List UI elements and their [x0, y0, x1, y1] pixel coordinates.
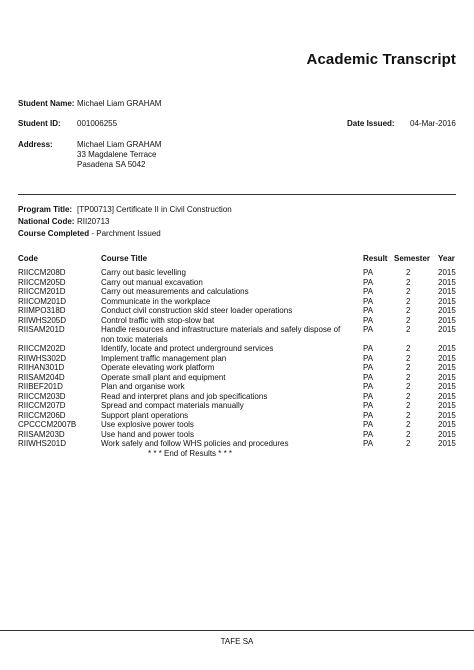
course-completed-value: - Parchment Issued [91, 229, 161, 238]
cell-semester: 2 [406, 401, 411, 410]
program-title-label: Program Title: [18, 205, 73, 214]
table-row [18, 363, 460, 373]
cell-semester: 2 [406, 325, 411, 334]
table-row [18, 278, 460, 288]
cell-year: 2015 [438, 287, 456, 296]
cell-title: Use explosive power tools [101, 420, 194, 429]
national-code-label: National Code: [18, 217, 75, 226]
cell-title: Control traffic with stop-slow bat [101, 315, 215, 325]
student-id-label: Student ID: [18, 119, 61, 128]
cell-title: Support plant operations [101, 410, 189, 420]
cell-result: PA [363, 353, 374, 363]
cell-title: Carry out manual excavation [101, 277, 203, 287]
footer-divider [0, 630, 474, 631]
cell-title: Use hand and power tools [101, 429, 194, 439]
cell-code: RIIWHS201D [18, 439, 67, 448]
section-divider [18, 194, 456, 195]
cell-semester: 2 [406, 363, 411, 372]
cell-code: RIICOM201D [18, 296, 67, 306]
cell-code: RIISAM203D [18, 429, 65, 439]
cell-result: PA [363, 344, 374, 353]
cell-semester: 2 [406, 382, 411, 391]
table-row [18, 382, 460, 392]
cell-result: PA [363, 429, 374, 439]
cell-title: Work safely and follow WHS policies and procedures [101, 439, 289, 448]
table-row [18, 411, 460, 421]
table-row [18, 373, 460, 383]
table-row [18, 268, 460, 278]
cell-semester: 2 [406, 372, 411, 382]
cell-title: Carry out basic levelling [101, 268, 186, 277]
cell-code: RIIMPO318D [18, 306, 66, 315]
cell-code: RIICCM202D [18, 344, 66, 353]
cell-year: 2015 [438, 429, 456, 439]
cell-code: RIIWHS302D [18, 353, 67, 363]
table-header [18, 254, 460, 265]
cell-year: 2015 [438, 353, 456, 363]
address-label: Address: [18, 140, 53, 149]
cell-result: PA [363, 306, 374, 315]
header-code: Code [18, 254, 38, 263]
course-completed [18, 229, 161, 238]
cell-semester: 2 [406, 410, 411, 420]
cell-result: PA [363, 363, 374, 372]
cell-code: RIICCM207D [18, 401, 66, 410]
address-block [77, 140, 161, 170]
cell-result: PA [363, 325, 374, 334]
header-title: Course Title [101, 254, 148, 263]
student-name-label: Student Name: [18, 99, 75, 108]
program-title: [TP00713] Certificate II in Civil Construction [77, 205, 232, 214]
header-year: Year [438, 254, 455, 263]
table-row [18, 306, 460, 316]
header-semester: Semester [394, 254, 431, 263]
cell-semester: 2 [406, 420, 411, 429]
date-issued: 04-Mar-2016 [410, 119, 456, 128]
cell-year: 2015 [438, 315, 456, 325]
cell-title: Conduct civil construction skid steer loader operations [101, 306, 293, 315]
cell-result: PA [363, 287, 374, 296]
cell-title: Operate elevating work platform [101, 363, 215, 372]
cell-result: PA [363, 372, 374, 382]
address-line: Michael Liam GRAHAM [77, 140, 162, 149]
table-row [18, 430, 460, 440]
table-row [18, 401, 460, 411]
cell-year: 2015 [438, 391, 456, 401]
cell-year: 2015 [438, 277, 456, 287]
cell-result: PA [363, 439, 374, 448]
results-table [18, 254, 460, 459]
end-of-results: * * * End of Results * * * [148, 448, 233, 458]
cell-title: Identify, locate and protect underground services [101, 344, 274, 353]
table-row [18, 439, 460, 449]
cell-semester: 2 [406, 287, 411, 296]
cell-code: RIIWHS205D [18, 315, 67, 325]
cell-code: RIICCM208D [18, 268, 66, 277]
cell-title: Plan and organise work [101, 382, 185, 391]
cell-semester: 2 [406, 429, 411, 439]
table-row [18, 392, 460, 402]
national-code: RII20713 [77, 217, 110, 226]
cell-year: 2015 [438, 382, 456, 391]
cell-title: Implement traffic management plan [101, 353, 227, 363]
cell-semester: 2 [406, 306, 411, 315]
table-row [18, 287, 460, 297]
date-issued-label: Date Issued: [347, 119, 395, 128]
header-result: Result [363, 254, 388, 263]
cell-year: 2015 [438, 268, 456, 277]
cell-result: PA [363, 296, 374, 306]
cell-code: RIIHAN301D [18, 363, 65, 372]
table-row [18, 354, 460, 364]
cell-semester: 2 [406, 391, 411, 401]
cell-result: PA [363, 410, 374, 420]
student-name: Michael Liam GRAHAM [77, 99, 162, 108]
cell-code: RIICCM206D [18, 410, 66, 420]
cell-code: CPCCCM2007B [18, 420, 77, 429]
cell-title: Carry out measurements and calculations [101, 287, 249, 296]
table-row [18, 420, 460, 430]
cell-semester: 2 [406, 353, 411, 363]
table-row [18, 344, 460, 354]
cell-result: PA [363, 391, 374, 401]
cell-semester: 2 [406, 344, 411, 353]
cell-code: RIICCM205D [18, 277, 66, 287]
table-row [18, 325, 460, 344]
cell-year: 2015 [438, 344, 456, 353]
cell-result: PA [363, 382, 374, 391]
cell-title: Read and interpret plans and job specifications [101, 391, 268, 401]
student-id: 001006255 [77, 119, 118, 128]
table-row [18, 316, 460, 326]
address-line: 33 Magdalene Terrace [77, 150, 157, 159]
course-completed-label: Course Completed [18, 229, 90, 238]
cell-result: PA [363, 420, 374, 429]
cell-code: RIIBEF201D [18, 382, 63, 391]
cell-code: RIICCM201D [18, 287, 66, 296]
cell-year: 2015 [438, 410, 456, 420]
cell-code: RIISAM204D [18, 372, 65, 382]
cell-year: 2015 [438, 325, 456, 334]
cell-year: 2015 [438, 306, 456, 315]
cell-semester: 2 [406, 439, 411, 448]
cell-result: PA [363, 401, 374, 410]
page-title: Academic Transcript [306, 51, 456, 68]
address-line: Pasadena SA 5042 [77, 160, 146, 169]
cell-semester: 2 [406, 268, 411, 277]
cell-result: PA [363, 268, 374, 277]
cell-result: PA [363, 315, 374, 325]
cell-year: 2015 [438, 420, 456, 429]
cell-year: 2015 [438, 296, 456, 306]
cell-year: 2015 [438, 372, 456, 382]
table-body [18, 268, 460, 449]
cell-code: RIISAM201D [18, 325, 65, 334]
table-row [18, 297, 460, 307]
footer-text: TAFE SA [220, 637, 254, 646]
cell-result: PA [363, 277, 374, 287]
cell-title: Operate small plant and equipment [101, 372, 226, 382]
cell-year: 2015 [438, 439, 456, 448]
cell-semester: 2 [406, 296, 411, 306]
cell-code: RIICCM203D [18, 391, 66, 401]
cell-year: 2015 [438, 363, 456, 372]
cell-title: Communicate in the workplace [101, 296, 211, 306]
cell-title: Handle resources and infrastructure materials and safely dispose of non toxic materials [101, 325, 341, 344]
cell-semester: 2 [406, 315, 411, 325]
cell-year: 2015 [438, 401, 456, 410]
cell-title: Spread and compact materials manually [101, 401, 244, 410]
cell-semester: 2 [406, 277, 411, 287]
